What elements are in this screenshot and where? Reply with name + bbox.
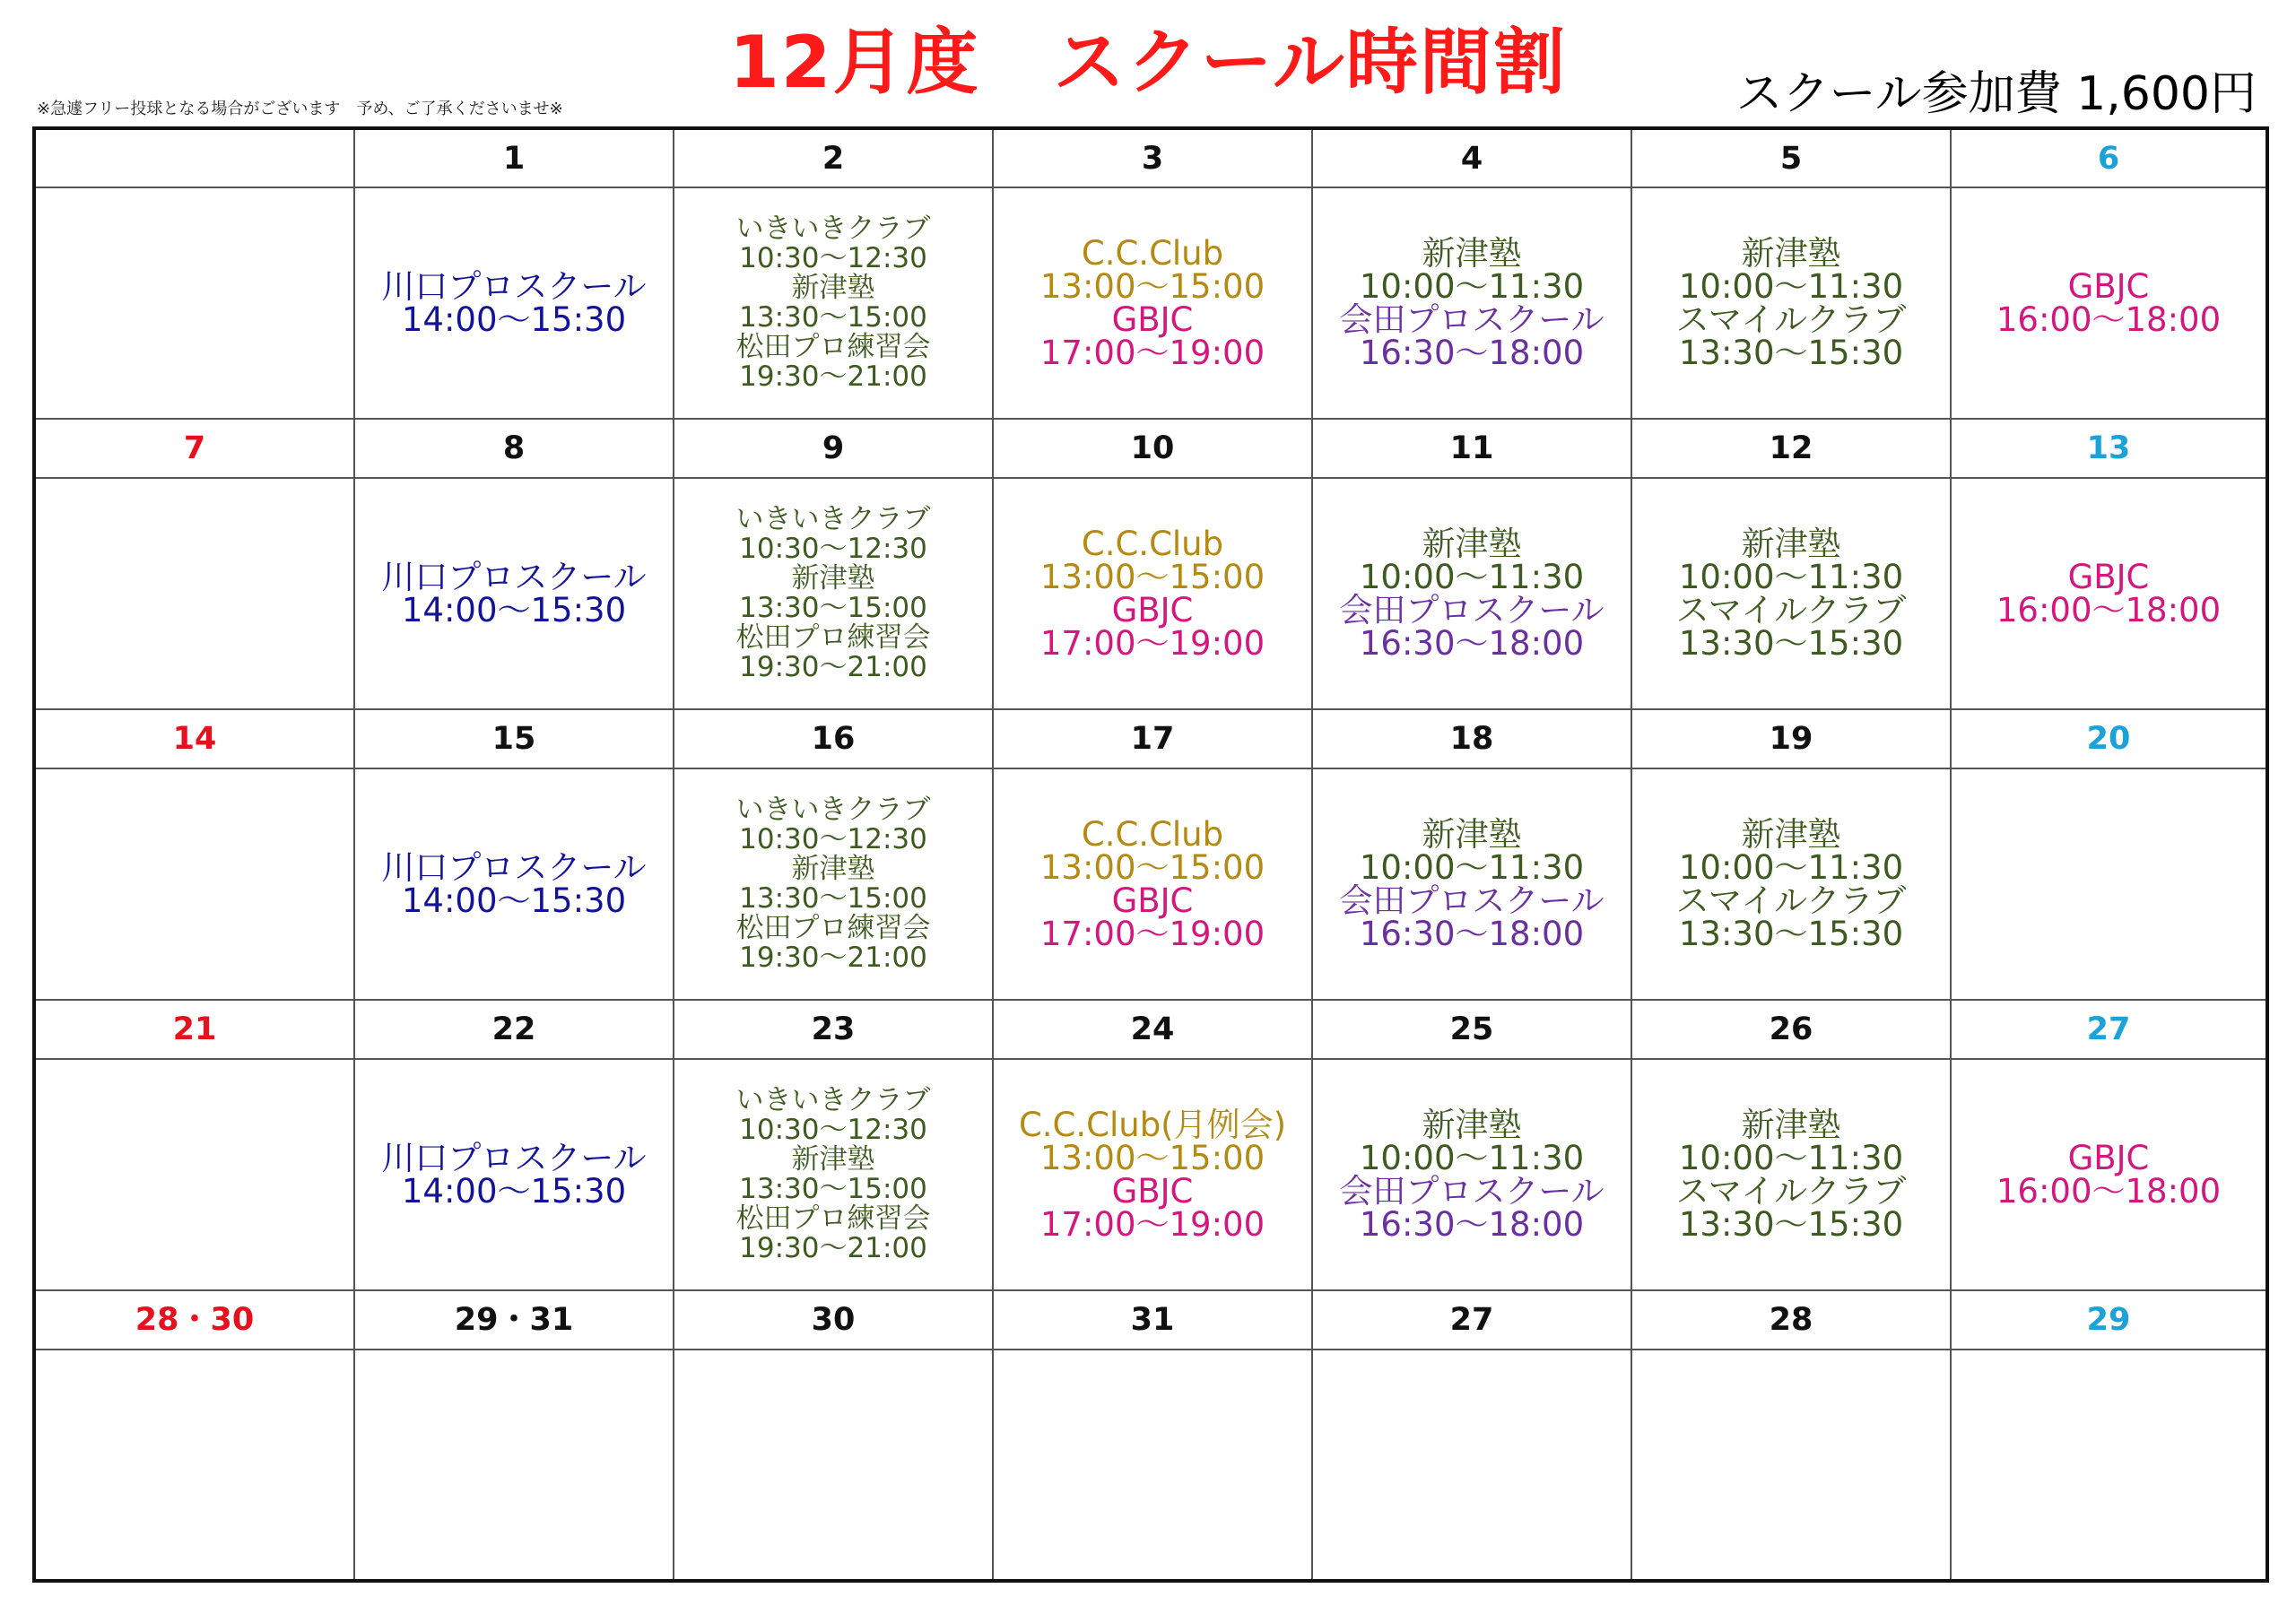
class-time: 13:00～15:00	[1039, 558, 1265, 596]
class-time: 10:00～11:30	[1359, 1139, 1585, 1177]
date-label: 13	[2086, 430, 2131, 466]
class-time: 17:00～19:00	[1039, 915, 1265, 953]
date-cell	[993, 709, 1312, 768]
class-name: いきいきクラブ	[735, 794, 931, 826]
date-cell	[1312, 1290, 1631, 1350]
class-time: 14:00～15:30	[401, 881, 627, 920]
class-time: 19:30～21:00	[739, 942, 927, 974]
class-time: 13:30～15:00	[739, 592, 927, 624]
date-cell	[354, 1290, 674, 1350]
class-name: 松田プロ練習会	[735, 621, 931, 654]
class-name: 会田プロスクール	[1339, 881, 1605, 920]
week-4-dates	[34, 1000, 2267, 1059]
date-cell	[674, 419, 993, 478]
class-time: 16:30～18:00	[1359, 334, 1585, 372]
schedule-cell	[1951, 187, 2267, 419]
class-name: 川口プロスクール	[381, 1139, 647, 1177]
date-label: 28	[1769, 1302, 1813, 1338]
date-cell	[1631, 709, 1951, 768]
class-name: スマイルクラブ	[1675, 1172, 1907, 1211]
class-name: 新津塾	[1741, 815, 1841, 854]
class-name: いきいきクラブ	[735, 1084, 931, 1116]
class-time: 10:30～12:30	[739, 242, 927, 274]
date-cell	[1951, 709, 2267, 768]
class-name: 新津塾	[1741, 1106, 1841, 1144]
schedule-cell	[674, 478, 993, 709]
date-label: 29	[2086, 1302, 2131, 1338]
class-time: 13:00～15:00	[1039, 848, 1265, 887]
class-name: 会田プロスクール	[1339, 591, 1605, 629]
week-3-schedule	[34, 768, 2267, 1000]
class-name: いきいきクラブ	[735, 213, 931, 245]
date-cell	[993, 1000, 1312, 1059]
class-time: 10:00～11:30	[1678, 1139, 1904, 1177]
schedule-cell	[1631, 1350, 1951, 1581]
schedule-cell	[1631, 478, 1951, 709]
date-label: 20	[2086, 721, 2131, 757]
week-2-schedule	[34, 478, 2267, 709]
date-cell	[1631, 1290, 1951, 1350]
date-label: 6	[2097, 140, 2120, 177]
week-5-dates	[34, 1290, 2267, 1350]
class-name: 新津塾	[791, 1143, 875, 1176]
schedule-cell	[34, 1059, 354, 1290]
date-label: 10	[1130, 430, 1175, 466]
date-cell	[354, 419, 674, 478]
date-label: 27	[1449, 1302, 1494, 1338]
class-name: C.C.Club	[1081, 525, 1224, 563]
schedule-cell	[1312, 478, 1631, 709]
class-name: 新津塾	[1741, 525, 1841, 563]
date-label: 25	[1449, 1011, 1494, 1047]
schedule-cell	[354, 1350, 674, 1581]
class-name: 新津塾	[1422, 815, 1522, 854]
class-time: 13:30～15:00	[739, 1173, 927, 1205]
date-cell	[34, 419, 354, 478]
schedule-cell	[354, 1059, 674, 1290]
schedule-cell	[1951, 768, 2267, 1000]
class-name: GBJC	[1111, 300, 1194, 339]
schedule-cell	[993, 768, 1312, 1000]
date-label: 31	[1130, 1302, 1175, 1338]
class-time: 10:00～11:30	[1359, 848, 1585, 887]
fee-label: スクール参加費 1,600円	[1735, 67, 2257, 121]
date-label: 19	[1769, 721, 1813, 757]
class-time: 19:30～21:00	[739, 360, 927, 393]
date-cell	[1951, 419, 2267, 478]
schedule-calendar	[32, 126, 2269, 1583]
class-time: 14:00～15:30	[401, 1172, 627, 1211]
date-label: 17	[1130, 721, 1175, 757]
date-cell	[1631, 419, 1951, 478]
date-label: 29・31	[454, 1302, 574, 1338]
date-label: 11	[1449, 430, 1494, 466]
date-label: 5	[1779, 140, 1803, 177]
week-5-schedule	[34, 1350, 2267, 1581]
class-name: GBJC	[2067, 1139, 2150, 1177]
class-time: 16:30～18:00	[1359, 624, 1585, 663]
class-time: 17:00～19:00	[1039, 334, 1265, 372]
schedule-cell	[1312, 1350, 1631, 1581]
class-time: 10:30～12:30	[739, 1114, 927, 1146]
class-time: 10:30～12:30	[739, 533, 927, 565]
schedule-cell	[1951, 478, 2267, 709]
schedule-cell	[1312, 187, 1631, 419]
class-time: 13:30～15:30	[1678, 915, 1904, 953]
class-time: 13:30～15:00	[739, 301, 927, 334]
class-time: 13:30～15:30	[1678, 334, 1904, 372]
schedule-cell	[993, 1059, 1312, 1290]
schedule-cell	[993, 187, 1312, 419]
date-label: 30	[811, 1302, 856, 1338]
schedule-cell	[1631, 187, 1951, 419]
class-time: 17:00～19:00	[1039, 624, 1265, 663]
class-name: 松田プロ練習会	[735, 912, 931, 944]
schedule-cell	[674, 768, 993, 1000]
class-time: 19:30～21:00	[739, 1232, 927, 1264]
schedule-cell	[1631, 1059, 1951, 1290]
class-time: 19:30～21:00	[739, 651, 927, 683]
date-label: 9	[822, 430, 845, 466]
date-cell	[1631, 128, 1951, 187]
date-label: 28・30	[135, 1302, 255, 1338]
class-time: 10:00～11:30	[1359, 267, 1585, 306]
schedule-cell	[1312, 1059, 1631, 1290]
date-cell	[674, 128, 993, 187]
date-label: 22	[491, 1011, 536, 1047]
class-name: C.C.Club	[1081, 234, 1224, 273]
schedule-cell	[34, 478, 354, 709]
date-cell	[674, 1000, 993, 1059]
schedule-cell	[993, 1350, 1312, 1581]
schedule-cell	[674, 1350, 993, 1581]
class-name: GBJC	[2067, 267, 2150, 306]
date-label: 14	[172, 721, 217, 757]
date-label: 12	[1769, 430, 1813, 466]
class-time: 13:00～15:00	[1039, 267, 1265, 306]
week-3-dates	[34, 709, 2267, 768]
class-time: 14:00～15:30	[401, 300, 627, 339]
schedule-cell	[354, 768, 674, 1000]
date-cell	[34, 709, 354, 768]
class-name: 川口プロスクール	[381, 848, 647, 887]
date-label: 23	[811, 1011, 856, 1047]
date-cell	[674, 1290, 993, 1350]
date-label: 1	[502, 140, 526, 177]
date-cell	[1312, 709, 1631, 768]
class-name: 新津塾	[1422, 234, 1522, 273]
class-name: GBJC	[1111, 591, 1194, 629]
schedule-cell	[993, 478, 1312, 709]
schedule-cell	[354, 478, 674, 709]
class-name: 新津塾	[791, 853, 875, 885]
date-cell	[993, 128, 1312, 187]
class-time: 16:00～18:00	[1996, 1172, 2222, 1211]
class-time: 10:00～11:30	[1678, 558, 1904, 596]
class-name: 会田プロスクール	[1339, 300, 1605, 339]
date-label: 21	[172, 1011, 217, 1047]
class-name: 新津塾	[1422, 1106, 1522, 1144]
date-cell	[34, 1290, 354, 1350]
date-cell	[1312, 419, 1631, 478]
schedule-cell	[674, 1059, 993, 1290]
class-name: 松田プロ練習会	[735, 331, 931, 363]
class-time: 16:00～18:00	[1996, 591, 2222, 629]
schedule-cell	[34, 187, 354, 419]
date-label: 18	[1449, 721, 1494, 757]
class-name: スマイルクラブ	[1675, 300, 1907, 339]
date-label: 8	[502, 430, 526, 466]
date-cell	[34, 128, 354, 187]
schedule-cell	[34, 1350, 354, 1581]
class-name: GBJC	[1111, 881, 1194, 920]
week-1-dates	[34, 128, 2267, 187]
date-label: 4	[1460, 140, 1483, 177]
date-cell	[1312, 128, 1631, 187]
date-label: 24	[1130, 1011, 1175, 1047]
class-name: C.C.Club(月例会)	[1018, 1106, 1287, 1144]
schedule-cell	[674, 187, 993, 419]
date-label: 15	[491, 721, 536, 757]
class-name: スマイルクラブ	[1675, 591, 1907, 629]
date-cell	[1951, 1290, 2267, 1350]
date-cell	[354, 1000, 674, 1059]
class-time: 17:00～19:00	[1039, 1205, 1265, 1244]
class-time: 10:30～12:30	[739, 823, 927, 855]
schedule-cell	[1312, 768, 1631, 1000]
schedule-cell	[1951, 1059, 2267, 1290]
schedule-cell	[1631, 768, 1951, 1000]
class-time: 16:00～18:00	[1996, 300, 2222, 339]
schedule-cell	[354, 187, 674, 419]
week-1-schedule	[34, 187, 2267, 419]
page-title: 12月度 スクール時間割	[729, 21, 1567, 104]
date-cell	[993, 1290, 1312, 1350]
date-cell	[354, 709, 674, 768]
class-time: 10:00～11:30	[1678, 267, 1904, 306]
class-name: 松田プロ練習会	[735, 1202, 931, 1235]
class-name: 新津塾	[1422, 525, 1522, 563]
date-label: 26	[1769, 1011, 1813, 1047]
date-label: 27	[2086, 1011, 2131, 1047]
class-name: 新津塾	[791, 562, 875, 595]
class-time: 13:00～15:00	[1039, 1139, 1265, 1177]
class-time: 10:00～11:30	[1678, 848, 1904, 887]
class-name: 川口プロスクール	[381, 558, 647, 596]
date-cell	[993, 419, 1312, 478]
date-cell	[1951, 128, 2267, 187]
class-name: スマイルクラブ	[1675, 881, 1907, 920]
class-time: 14:00～15:30	[401, 591, 627, 629]
date-label: 7	[183, 430, 206, 466]
class-name: GBJC	[2067, 558, 2150, 596]
class-time: 13:30～15:00	[739, 882, 927, 915]
class-time: 16:30～18:00	[1359, 915, 1585, 953]
week-2-dates	[34, 419, 2267, 478]
date-label: 16	[811, 721, 856, 757]
class-name: GBJC	[1111, 1172, 1194, 1211]
date-cell	[354, 128, 674, 187]
class-name: 新津塾	[791, 272, 875, 304]
class-time: 13:30～15:30	[1678, 624, 1904, 663]
date-cell	[34, 1000, 354, 1059]
class-name: いきいきクラブ	[735, 503, 931, 535]
date-label: 3	[1141, 140, 1164, 177]
schedule-cell	[34, 768, 354, 1000]
class-name: C.C.Club	[1081, 815, 1224, 854]
class-name: 川口プロスクール	[381, 267, 647, 306]
class-time: 16:30～18:00	[1359, 1205, 1585, 1244]
date-label: 2	[822, 140, 845, 177]
date-cell	[1312, 1000, 1631, 1059]
schedule-cell	[1951, 1350, 2267, 1581]
class-time: 13:30～15:30	[1678, 1205, 1904, 1244]
class-name: 新津塾	[1741, 234, 1841, 273]
date-cell	[1631, 1000, 1951, 1059]
class-name: 会田プロスクール	[1339, 1172, 1605, 1211]
class-time: 10:00～11:30	[1359, 558, 1585, 596]
date-cell	[674, 709, 993, 768]
date-cell	[1951, 1000, 2267, 1059]
free-play-notice: ※急遽フリー投球となる場合がございます 予め、ご了承くださいませ※	[37, 100, 563, 118]
week-4-schedule	[34, 1059, 2267, 1290]
